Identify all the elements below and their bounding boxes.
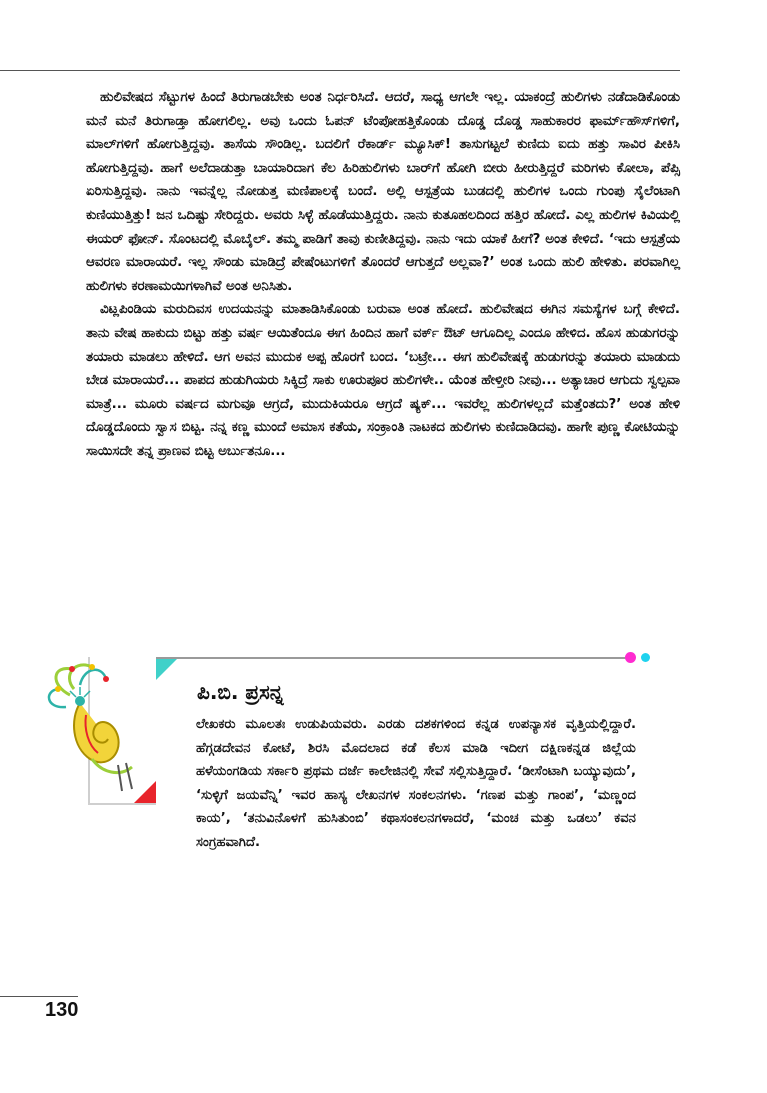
footer-rule: [0, 996, 78, 997]
page-number: 130: [45, 999, 79, 1021]
header-rule: [0, 70, 680, 71]
author-name: ಪಿ.ಬಿ. ಪ್ರಸನ್ನ: [197, 680, 284, 704]
bio-header-rule: [156, 657, 626, 659]
story-paragraph-1: ಹುಲಿವೇಷದ ಸೆಟ್ಟುಗಳ ಹಿಂದೆ ತಿರುಗಾಡಬೇಕು ಅಂತ ನಿರ್ಧರಿಸಿದೆ. ಆದರೆ, ಸಾಧ್ಯ ಆಗಲೇ ಇಲ್ಲ. ಯಾಕಂದ್ರೆ ಹುಲಿಗಳು ನಡೆದಾಡಿಕೊಂಡು ಮನೆ ಮನೆ ತಿರುಗಾಡ್ತಾ ಹೋಗಲಿಲ್ಲ. ಅವು ಒಂದು ಓಪನ್ ಟೆಂಪೋಹತ್ತಿಕೊಂಡು ದೊಡ್ಡ ದೊಡ್ಡ ಸಾಹುಕಾರರ ಫಾರ್ಮ್‌ಹೌಸ್‌ಗಳಿಗೆ, ಮಾಲ್‌ಗಳಿಗೆ ಹೋಗುತ್ತಿದ್ದವು. ತಾಸೆಯ ಸೌಂಡಿಲ್ಲ. ಬದಲಿಗೆ ರೆಕಾರ್ಡ್ ಮ್ಯೂಸಿಕ್! ತಾಸುಗಟ್ಟಲೆ ಕುಣಿದು ಐದು ಹತ್ತು ಸಾವಿರ ಪೀಕಿಸಿ ಹೋಗುತ್ತಿದ್ದವು. ಹಾಗೆ ಅಲೆದಾಡುತ್ತಾ ಬಾಯಾರಿದಾಗ ಕೆಲ ಹಿರಿಹುಲಿಗಳು ಬಾರ್‌ಗೆ ಹೋಗಿ ಬೀರು ಹೀರುತ್ತಿದ್ದರೆ ಮರಿಗಳು ಕೋಲಾ, ಪೆಪ್ಸಿ ಏರಿಸುತ್ತಿದ್ದವು. ನಾನು ಇವನ್ನೆಲ್ಲ ನೋಡುತ್ತ ಮಣಿಪಾಲಕ್ಕೆ ಬಂದೆ. ಅಲ್ಲಿ ಆಸ್ಪತ್ರೆಯ ಬುಡದಲ್ಲಿ ಹುಲಿಗಳ ಒಂದು ಗುಂಪು ಸೈಲೆಂಟಾಗಿ ಕುಣಿಯುತ್ತಿತ್ತು! ಜನ ಒದಿಷ್ಟು ಸೇರಿದ್ದರು. ಅವರು ಸಿಳ್ಳೆ ಹೊಡೆಯುತ್ತಿದ್ದರು. ನಾನು ಕುತೂಹಲದಿಂದ ಹತ್ತಿರ ಹೋದೆ. ಎಲ್ಲ ಹುಲಿಗಳ ಕಿವಿಯಲ್ಲಿ ಈಯರ್ ಫೋನ್. ಸೊಂಟದಲ್ಲಿ ಮೊಬೈಲ್. ತಮ್ಮ ಪಾಡಿಗೆ ತಾವು ಕುಣೀತಿದ್ದವು. ನಾನು ಇದು ಯಾಕೆ ಹೀಗೆ? ಅಂತ ಕೇಳಿದೆ. ‘ಇದು ಆಸ್ಪತ್ರೆಯ ಆವರಣ ಮಾರಾಯರೆ. ಇಲ್ಲ ಸೌಂಡು ಮಾಡಿದ್ರೆ ಪೇಷೆಂಟುಗಳಿಗೆ ತೊಂದರೆ ಆಗುತ್ತದೆ ಅಲ್ಲವಾ?’ ಅಂತ ಒಂದು ಹುಲಿ ಹೇಳಿತು. ಪರವಾಗಿಲ್ಲ ಹುಲಿಗಳು ಕರಣಾಮಯಿಗಳಾಗಿವೆ ಅಂತ ಅನಿಸಿತು.: [86, 90, 680, 294]
corner-accent-red: [134, 781, 156, 803]
story-text: [86, 86, 680, 464]
decorative-dot-cyan: [641, 653, 650, 662]
corner-accent-teal: [156, 658, 178, 680]
decorative-dot-magenta: [625, 652, 636, 663]
story-paragraph-2: ವಿಟ್ಲಪಿಂಡಿಯ ಮರುದಿವಸ ಉದಯನನ್ನು ಮಾತಾಡಿಸಿಕೊಂಡು ಬರುವಾ ಅಂತ ಹೋದೆ. ಹುಲಿವೇಷದ ಈಗಿನ ಸಮಸ್ಯೆಗಳ ಬಗ್ಗೆ ಕೇಳಿದೆ. ತಾನು ವೇಷ ಹಾಕುದು ಬಿಟ್ಟು ಹತ್ತು ವರ್ಷ ಆಯಿತೆಂದೂ ಈಗ ಹಿಂದಿನ ಹಾಗೆ ವರ್ಕ್ ಔಟ್ ಆಗೂದಿಲ್ಲ ಎಂದೂ ಹೇಳಿದ. ಹೊಸ ಹುಡುಗರನ್ನು ತಯಾರು ಮಾಡಲು ಹೇಳಿದೆ. ಆಗ ಅವನ ಮುದುಕ ಅಪ್ಪ ಹೊರಗೆ ಬಂದ. ‘ಬಟ್ರೇ... ಈಗ ಹುಲಿವೇಷಕ್ಕೆ ಹುಡುಗರನ್ನು ತಯಾರು ಮಾಡುದು ಬೇಡ ಮಾರಾಯರೆ... ಪಾಪದ ಹುಡುಗಿಯರು ಸಿಕ್ಕಿದ್ರೆ ಸಾಕು ಊರುಪೂರ ಹುಲಿಗಳೇ.. ಯೆಂತ ಹೇಳ್ತೀರಿ ನೀವು... ಅತ್ಯಾಚಾರ ಆಗುದು ಸ್ವಲ್ಪವಾ ಮಾತ್ರೆ... ಮೂರು ವರ್ಷದ ಮಗುವೂ ಆಗ್ರದೆ, ಮುದುಕಿಯರೂ ಆಗ್ರದೆ ಷ್ಯಕ್... ಇವರೆಲ್ಲ ಹುಲಿಗಳಲ್ಲದೆ ಮತ್ತೆಂತದು?’ ಅಂತ ಹೇಳಿ ದೊಡ್ಡದೊಂದು ಸ್ವಾಸ ಬಿಟ್ಟ. ನನ್ನ ಕಣ್ಣ ಮುಂದೆ ಅಮಾಸ ಕತೆಯ, ಸಂಕ್ರಾಂತಿ ನಾಟಕದ ಹುಲಿಗಳು ಕುಣಿದಾಡಿದವು. ಹಾಗೇ ಪುಣ್ಣ ಕೋಟಿಯನ್ನು ಸಾಯಿಸದೇ ತನ್ನ ಪ್ರಾಣವ ಬಿಟ್ಟ ಅರ್ಬುತನೂ...: [86, 302, 680, 459]
author-bio: ಲೇಖಕರು ಮೂಲತಃ ಉಡುಪಿಯವರು. ಎರಡು ದಶಕಗಳಿಂದ ಕನ್ನಡ ಉಪನ್ಯಾಸಕ ವೃತ್ತಿಯಲ್ಲಿದ್ದಾರೆ. ಹೆಗ್ಗಡದೇವನ ಕೋಟೆ, ಶಿರಸಿ ಮೊದಲಾದ ಕಡೆ ಕೆಲಸ ಮಾಡಿ ಇದೀಗ ದಕ್ಷಿಣಕನ್ನಡ ಜಿಲ್ಲೆಯ ಹಳೆಯಂಗಡಿಯ ಸರ್ಕಾರಿ ಪ್ರಥಮ ದರ್ಜೆ ಕಾಲೇಜಿನಲ್ಲಿ ಸೇವೆ ಸಲ್ಲಿಸುತ್ತಿದ್ದಾರೆ. ‘ಡೀಸೆಂಟಾಗಿ ಬಯ್ಯುವುದು’, ‘ಸುಳ್ಳಿಗೆ ಜಯವೆನ್ನಿ’ ಇವರ ಹಾಸ್ಯ ಲೇಖನಗಳ ಸಂಕಲನಗಳು. ‘ಗಣಪ ಮತ್ತು ಗಾಂಪ’, ‘ಮಣ್ಣಂದ ಕಾಯ’, ‘ತನುವಿನೊಳಗೆ ಹುಸಿತುಂಬಿ’ ಕಥಾಸಂಕಲನಗಳಾದರೆ, ‘ಮಂಚ ಮತ್ತು ಒಡಲು’ ಕವನ ಸಂಗ್ರಹವಾಗಿದೆ.: [196, 717, 636, 850]
